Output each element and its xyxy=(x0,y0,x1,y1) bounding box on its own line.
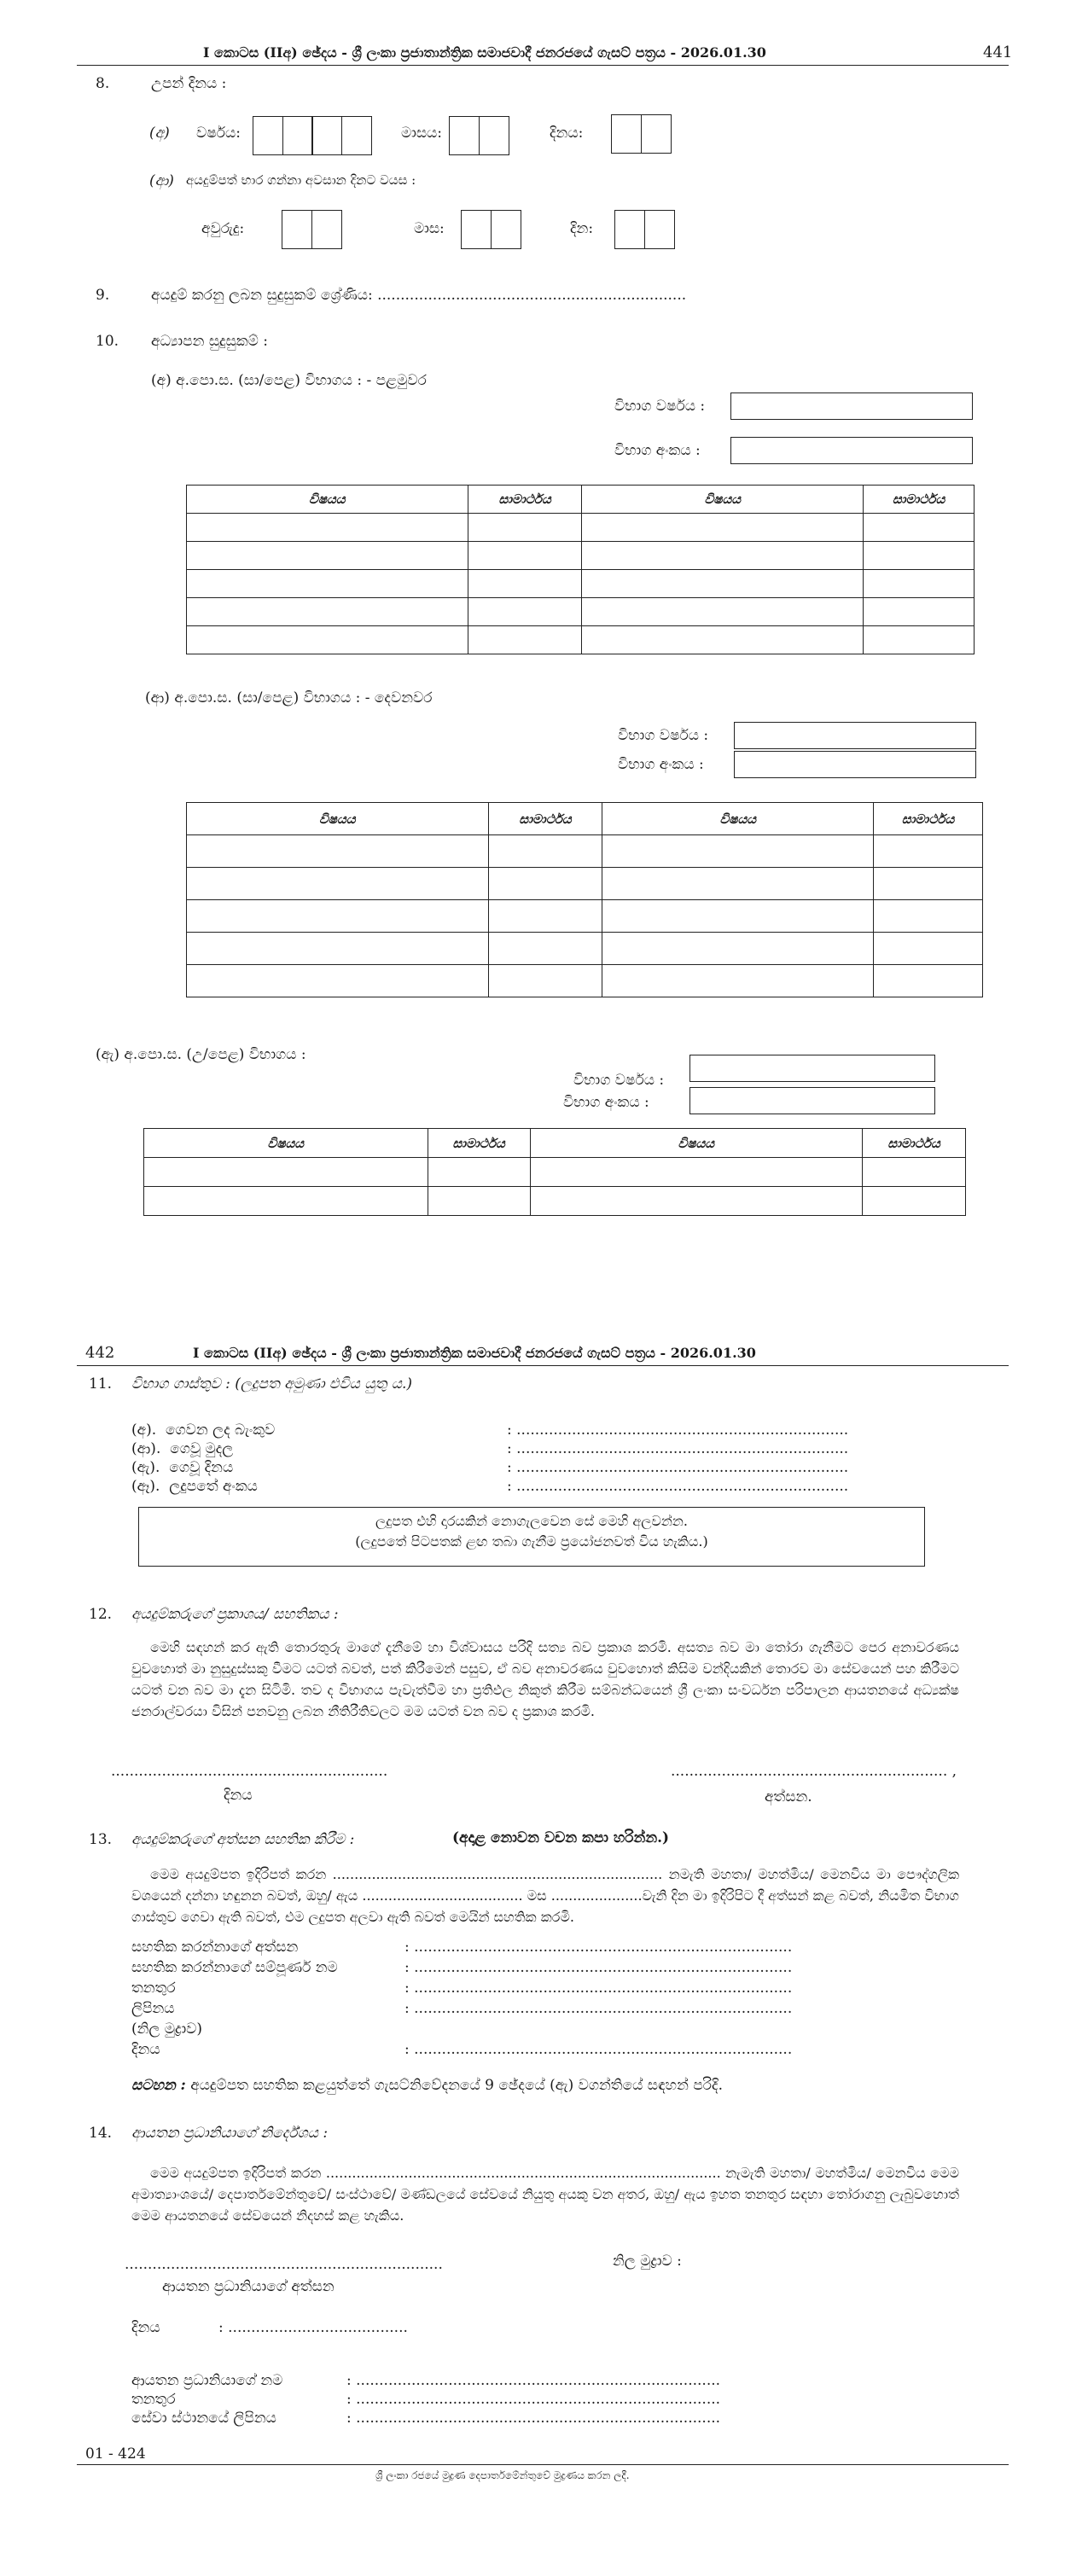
col-header-grade: සාමාර්ථය xyxy=(863,1129,966,1158)
exam-year-input[interactable] xyxy=(689,1055,935,1082)
header-rule xyxy=(77,65,1009,66)
page-number: 441 xyxy=(983,44,1013,61)
table-row[interactable] xyxy=(144,1158,966,1187)
ol-second-label: (ආ) අ.පො.ස. (සා/පෙළ) විභාගය : - දෙවනවර xyxy=(145,689,433,707)
exam-number-label: විභාග අංකය : xyxy=(618,756,704,773)
head-name-label: ආයතන ප්‍රධානියාගේ නම xyxy=(131,2372,283,2389)
digit-box[interactable] xyxy=(311,116,342,155)
exam-year-label: විභාග වර්ෂය : xyxy=(614,398,706,415)
years-label: අවුරුදු: xyxy=(201,220,245,237)
age-months-boxes[interactable] xyxy=(461,210,520,249)
item-marker: (ආ). xyxy=(131,1440,161,1457)
note-heading: සටහන : xyxy=(131,2077,186,2094)
exam-number-input[interactable] xyxy=(730,437,973,464)
digit-box[interactable] xyxy=(449,116,480,155)
fee-row-label: ගෙවන ලද බැංකුව xyxy=(165,1422,276,1439)
recommendation-paragraph: මෙම අයදුම්පත ඉදිරිපත් කරන ........................................................................................... නැමැති මහතා/ මහත්මිය/ මෙනවිය මෙම අමාත්‍යාංශයේ/ දෙපාර්තමේන්තුවේ/ සංස්ථාවේ/ මණ්ඩලයේ සේවයේ නියුතු අයකු වන අතර, ඔහු/ ඇය ඉහත තනතුර සඳහා තෝරාගනු ලැබුවහොත් මෙම ආයතනයේ සේවයෙන් නිදහස් කළ හැකිය. xyxy=(131,2165,959,2224)
official-seal-label: නිල මුද්‍රාව : xyxy=(613,2253,682,2270)
age-label: අයදුම්පත් භාර ගන්නා අවසාන දිනට වයස : xyxy=(186,172,416,188)
fee-row xyxy=(131,1440,233,1457)
attestor-address-field[interactable]: : .................................................................................. xyxy=(404,2000,793,2017)
exam-number-label: විභාග අංකය : xyxy=(563,1094,649,1111)
exam-year-input[interactable] xyxy=(734,722,976,749)
item-marker: (අ) xyxy=(149,125,170,142)
table-row[interactable] xyxy=(187,900,983,933)
head-designation-field[interactable]: : ............................................................................... xyxy=(346,2391,721,2408)
month-label: මාසය: xyxy=(401,125,442,142)
official-seal-label: (නිල මුද්‍රාව) xyxy=(131,2021,203,2038)
table-row[interactable] xyxy=(187,570,975,598)
section-number: 10. xyxy=(96,333,119,350)
table-row[interactable] xyxy=(187,626,975,654)
dob-month-boxes[interactable] xyxy=(449,116,508,155)
attestation-instruction: (අදාළ නොවන වචන කපා හරින්න.) xyxy=(452,1829,670,1846)
attestor-signature-field[interactable]: : .................................................................................. xyxy=(404,1939,793,1956)
exam-year-label: විභාග වර්ෂය : xyxy=(573,1072,665,1089)
footer-rule xyxy=(77,2464,1009,2465)
attestor-date-field[interactable]: : .................................................................................. xyxy=(404,2041,793,2058)
section-number: 9. xyxy=(96,287,110,304)
results-table xyxy=(143,1128,966,1216)
results-table xyxy=(186,485,975,654)
col-header-grade: සාමාර්ථය xyxy=(428,1129,530,1158)
exam-year-input[interactable] xyxy=(730,393,973,420)
page-header-title: I කොටස (IIඅ) ඡේදය - ශ්‍රී ලංකා ප්‍රජාතාන්ත්‍රික සමාජවාදී ජනරජයේ ගැසට් පත්‍රය - 2026.01.30 xyxy=(193,1345,756,1361)
exam-number-input[interactable] xyxy=(734,751,976,778)
table-row[interactable] xyxy=(187,542,975,570)
attestation-label: අයදුම්කරුගේ අත්සන සහතික කිරීම : xyxy=(131,1831,355,1848)
declaration-signature-label: අත්සන. xyxy=(765,1788,812,1806)
attestor-name-label: සහතික කරන්නාගේ සම්පූර්ණ නම xyxy=(131,1959,338,1976)
col-header-grade: සාමාර්ථය xyxy=(864,486,975,514)
fee-row-label: ලදුපතේ අංකය xyxy=(169,1478,258,1495)
table-row[interactable] xyxy=(187,965,983,997)
footer-code: 01 - 424 xyxy=(85,2445,146,2463)
col-header-subject: විෂයය xyxy=(187,803,489,835)
results-table xyxy=(186,802,983,997)
head-date-field[interactable]: : ....................................... xyxy=(218,2319,408,2336)
fee-row-label: ගෙවූ මුදල xyxy=(170,1440,234,1457)
declaration-signature-field[interactable]: ............................................................ , xyxy=(671,1763,957,1780)
attestation-note xyxy=(131,2077,723,2094)
dob-year-boxes[interactable] xyxy=(253,116,370,155)
page-number: 442 xyxy=(85,1344,115,1362)
digit-box[interactable] xyxy=(644,210,675,249)
days-label: දින: xyxy=(570,220,594,237)
page-header-title: I කොටස (IIඅ) ඡේදය - ශ්‍රී ලංකා ප්‍රජාතාන්ත්‍රික සමාජවාදී ජනරජයේ ගැසට් පත්‍රය - 2026.01.30 xyxy=(203,44,766,61)
fee-row-label: ගෙවූ දිනය xyxy=(169,1459,234,1476)
declaration-date-field[interactable]: ............................................................ xyxy=(111,1763,388,1780)
col-header-subject: විෂයය xyxy=(530,1129,863,1158)
item-marker: (ඈ). xyxy=(131,1478,160,1495)
fee-row xyxy=(131,1478,258,1495)
attestor-signature-label: සහතික කරන්නාගේ අත්සන xyxy=(131,1939,299,1956)
head-signature-label: ආයතන ප්‍රධානියාගේ අත්සන xyxy=(162,2278,335,2295)
table-row[interactable] xyxy=(187,514,975,542)
digit-box[interactable] xyxy=(341,116,372,155)
workplace-address-field[interactable]: : ............................................................................... xyxy=(346,2410,721,2427)
recommendation-label: ආයතන ප්‍රධානියාගේ නිර්දේශය : xyxy=(131,2125,329,2142)
receipt-notice-line: (ලදුපතේ පිටපතක් ළඟ තබා ගැනීම ප්‍රයෝජනවත් විය හැකිය.) xyxy=(355,1533,708,1550)
col-header-grade: සාමාර්ථය xyxy=(468,486,582,514)
attestor-name-field[interactable]: : .................................................................................. xyxy=(404,1959,793,1976)
education-label: අධ්‍යාපන සුදුසුකම් : xyxy=(151,333,268,350)
months-label: මාස: xyxy=(414,220,445,237)
col-header-grade: සාමාර්ථය xyxy=(488,803,602,835)
dob-label: උපන් දිනය : xyxy=(151,75,227,92)
item-marker: (ඇ). xyxy=(131,1459,160,1476)
digit-box[interactable] xyxy=(641,114,672,154)
al-label: (ඇ) අ.පො.ස. (උ/පෙළ) විභාගය : xyxy=(96,1046,306,1063)
declaration-label: අයදුම්කරුගේ ප්‍රකාශය/ සහතිකය : xyxy=(131,1606,339,1623)
age-years-boxes[interactable] xyxy=(282,210,340,249)
header-rule xyxy=(77,1365,1009,1366)
receipt-paste-box xyxy=(138,1507,925,1567)
declaration-date-label: දිනය xyxy=(224,1787,253,1804)
head-designation-label: තනතුර xyxy=(131,2391,176,2408)
exam-number-input[interactable] xyxy=(689,1087,935,1114)
digit-box[interactable] xyxy=(311,210,342,249)
attestor-date-label: දිනය xyxy=(131,2041,160,2058)
head-name-field[interactable]: : ............................................................................... xyxy=(346,2372,721,2389)
ol-first-label: (අ) අ.පො.ස. (සා/පෙළ) විභාගය : - පළමුවර xyxy=(151,372,427,389)
table-row[interactable] xyxy=(187,868,983,900)
col-header-subject: විෂයය xyxy=(187,486,468,514)
exam-fee-label: විභාග ගාස්තුව : (ලදුපත අමුණා එවිය යුතු ය.) xyxy=(131,1375,412,1393)
digit-box[interactable] xyxy=(614,210,645,249)
exam-year-label: විභාග වර්ෂය : xyxy=(618,727,709,744)
table-row[interactable] xyxy=(187,598,975,626)
paid-date-field[interactable]: : ........................................................................ xyxy=(507,1459,849,1476)
receipt-number-field[interactable]: : ........................................................................ xyxy=(507,1478,849,1495)
item-marker: (අ). xyxy=(131,1422,157,1439)
attestor-designation-label: තනතුර xyxy=(131,1980,176,1997)
col-header-subject: විෂයය xyxy=(144,1129,428,1158)
section-number: 12. xyxy=(89,1606,113,1623)
digit-box[interactable] xyxy=(253,116,283,155)
table-row[interactable] xyxy=(187,835,983,868)
year-label: වර්ෂය: xyxy=(196,125,241,142)
table-row[interactable] xyxy=(187,933,983,965)
attestor-designation-field[interactable]: : .................................................................................. xyxy=(404,1980,793,1997)
digit-box[interactable] xyxy=(479,116,509,155)
section-number: 13. xyxy=(89,1831,113,1848)
digit-box[interactable] xyxy=(491,210,521,249)
receipt-notice-line: ලදුපත එහි දාරයකින් නොගැලවෙන සේ මෙහි අලවන්න. xyxy=(375,1513,689,1529)
dob-day-boxes[interactable] xyxy=(611,114,670,154)
table-row[interactable] xyxy=(144,1187,966,1216)
col-header-grade: සාමාර්ථය xyxy=(874,803,983,835)
head-date-label: දිනය xyxy=(131,2319,160,2336)
day-label: දිනය: xyxy=(550,125,584,142)
digit-box[interactable] xyxy=(461,210,492,249)
printer-credit: ශ්‍රී ලංකා රජයේ මුද්‍රණ දෙපාර්තමේන්තුවේ මුද්‍රණය කරන ලදී. xyxy=(375,2469,630,2481)
section-number: 14. xyxy=(89,2125,113,2142)
col-header-subject: විෂයය xyxy=(582,486,864,514)
digit-box[interactable] xyxy=(282,116,313,155)
section-number: 8. xyxy=(96,75,110,92)
head-signature-field[interactable]: ..................................................................... xyxy=(125,2256,443,2273)
attestor-address-label: ලිපිනය xyxy=(131,2000,175,2017)
attestation-paragraph: මෙම අයදුම්පත ඉදිරිපත් කරන ............................................................................ නමැති මහතා/ මහත්මිය/ මෙනවිය මා පෞද්ගලික වශයෙන් දන්නා හඳුනන බවත්, ඔහු/ ඇය ..................................... මස .....................වැනි දින මා ඉදිරිපිට දී අත්සන් කළ බවත්, නියමිත විභාග ගාස්තුව ගෙවා ඇති බවත්, එම ලදුපත අලවා ඇති බවත් මෙයින් සහතික කරමි. xyxy=(131,1866,959,1925)
declaration-paragraph: මෙහි සඳහන් කර ඇති තොරතුරු මාගේ දැනීමේ හා විශ්වාසය පරිදි සත්‍ය බව ප්‍රකාශ කරමි. අසත්‍ය බව මා තෝරා ගැනීමට පෙර අනාවරණය වුවහොත් මා නුසුදුස්සකු වීමට යටත් බවත්, පත් කිරීමෙන් පසුව, ඒ බව අනාවරණය වුවහොත් කිසිම වන්දියකින් තොරව මා සේවයෙන් පහ කිරීමට යටත් වන බව මා දැන සිටිමි. තව ද විභාගය පැවැත්වීම හා ප්‍රතිඵල නිකුත් කිරීම සම්බන්ධයෙන් ශ්‍රී ලංකා සංවර්ධන පරිපාලන ආයතනයේ අධ්‍යක්ෂ ජනරාල්වරයා විසින් පනවනු ලබන නීතිරීතිවලට මම යටත් වන බව ද ප්‍රකාශ කරමි. xyxy=(131,1639,959,1719)
exam-number-label: විභාග අංකය : xyxy=(614,442,701,459)
note-text: අයදුම්පත සහතික කළයුත්තේ ගැසට්නිවේදනයේ 9 ඡේදයේ (ඇ) වගන්තියේ සඳහන් පරිදි. xyxy=(190,2077,724,2094)
fee-row xyxy=(131,1459,233,1476)
section-number: 11. xyxy=(89,1375,113,1393)
amount-field[interactable]: : ........................................................................ xyxy=(507,1440,849,1457)
item-marker: (ආ) xyxy=(149,172,174,189)
col-header-subject: විෂයය xyxy=(602,803,874,835)
fee-row xyxy=(131,1422,275,1439)
bank-field[interactable]: : ........................................................................ xyxy=(507,1422,849,1439)
age-days-boxes[interactable] xyxy=(614,210,673,249)
digit-box[interactable] xyxy=(282,210,312,249)
workplace-address-label: සේවා ස්ථානයේ ලිපිනය xyxy=(131,2410,276,2427)
digit-box[interactable] xyxy=(611,114,642,154)
qualification-grade-field[interactable]: අයදුම් කරනු ලබන සුදුසුකම් ශ්‍රේණිය: ................................................................... xyxy=(151,287,687,304)
